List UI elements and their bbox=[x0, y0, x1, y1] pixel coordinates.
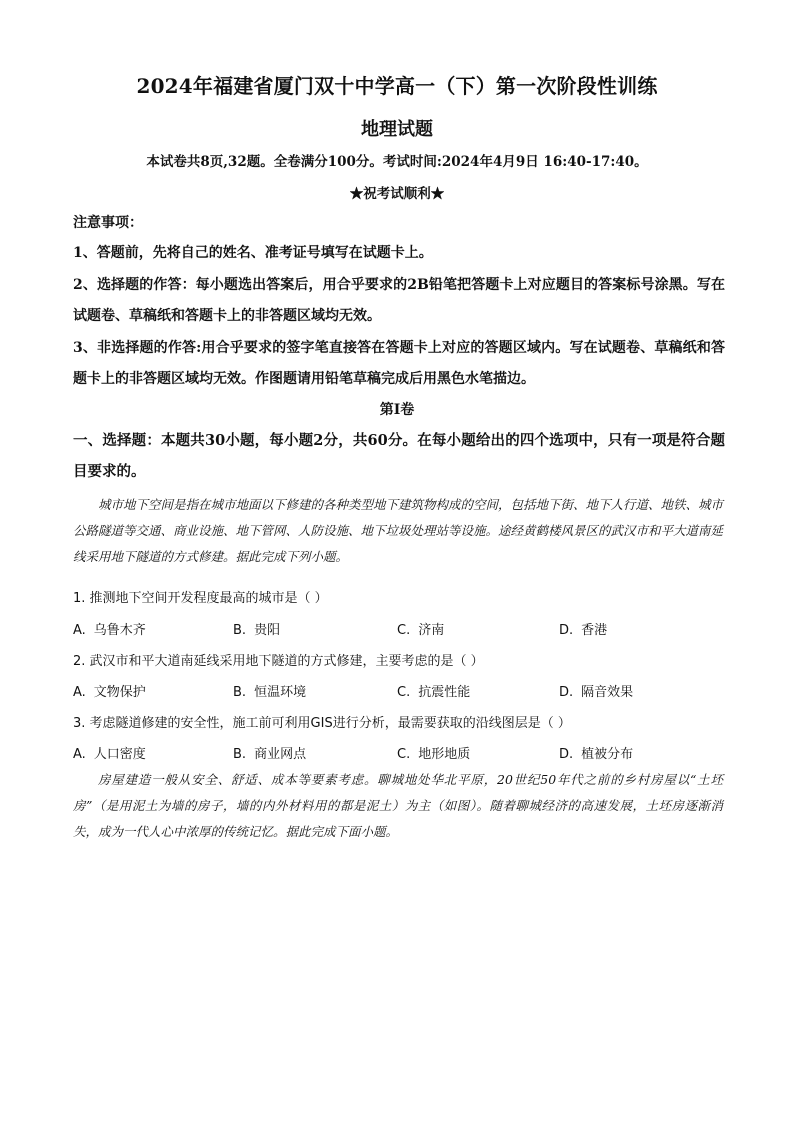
option-letter: C. bbox=[397, 623, 411, 638]
good-luck-line: ★祝考试顺利★ bbox=[349, 186, 445, 202]
note-item: 3、非选择题的作答:用合乎要求的签字笔直接答在答题卡上对应的答题区域内。写在试题卷、草稿纸和答题卡上的非答题区域均无效。作图题请用铅笔草稿完成后用黑色水笔描边。 bbox=[73, 340, 725, 387]
option-b[interactable] bbox=[233, 743, 306, 762]
option-letter: B. bbox=[233, 685, 247, 700]
option-text: 抗震性能 bbox=[418, 685, 471, 700]
option-text: 植被分布 bbox=[581, 747, 634, 762]
option-letter: A. bbox=[73, 747, 86, 762]
option-letter: C. bbox=[397, 747, 411, 762]
option-row bbox=[73, 743, 673, 763]
option-text: 贵阳 bbox=[254, 623, 281, 638]
option-d[interactable] bbox=[559, 619, 607, 638]
reading-passage: 房屋建造一般从安全、舒适、成本等要素考虑。聊城地处华北平原，20世纪50年代之前的乡村房屋以“土坯房”（是用泥土为墙的房子，墙的内外材料用的都是泥土）为主（如图）。随着聊城经济的高速发展，土坯房逐渐消失，成为一代人心中浓厚的传统记忆。据此完成下面小题。 bbox=[73, 772, 723, 839]
option-text: 香港 bbox=[581, 623, 608, 638]
question-stem: 1. 推测地下空间开发程度最高的城市是（ ） bbox=[73, 591, 328, 606]
option-d[interactable] bbox=[559, 743, 633, 762]
option-b[interactable] bbox=[233, 619, 280, 638]
option-text: 商业网点 bbox=[254, 747, 307, 762]
section-heading: 一、选择题：本题共30小题，每小题2分，共60分。在每小题给出的四个选项中，只有一项是符合题目要求的。 bbox=[73, 432, 725, 480]
option-c[interactable] bbox=[397, 619, 444, 638]
option-b[interactable] bbox=[233, 681, 306, 700]
option-text: 济南 bbox=[418, 623, 445, 638]
note-item: 2、选择题的作答：每小题选出答案后，用合乎要求的2B铅笔把答题卡上对应题目的答案标号涂黑。写在试题卷、草稿纸和答题卡上的非答题区域均无效。 bbox=[73, 277, 725, 324]
question-stem: 2. 武汉市和平大道南延线采用地下隧道的方式修建，主要考虑的是（ ） bbox=[73, 654, 484, 669]
option-letter: D. bbox=[559, 685, 574, 700]
option-a[interactable] bbox=[73, 743, 146, 762]
option-c[interactable] bbox=[397, 681, 470, 700]
exam-info: 本试卷共8页,32题。全卷满分100分。考试时间:2024年4月9日 16:40-17:40。 bbox=[146, 154, 648, 170]
volume-label: 第Ⅰ卷 bbox=[379, 402, 415, 418]
question-stem: 3. 考虑隧道修建的安全性，施工前可利用GIS进行分析，最需要获取的沿线图层是（ ） bbox=[73, 716, 571, 731]
option-letter: D. bbox=[559, 747, 574, 762]
notes-heading: 注意事项： bbox=[73, 215, 143, 231]
option-letter: A. bbox=[73, 623, 86, 638]
option-letter: C. bbox=[397, 685, 411, 700]
option-letter: A. bbox=[73, 685, 86, 700]
option-text: 恒温环境 bbox=[254, 685, 307, 700]
note-item: 1、答题前，先将自己的姓名、准考证号填写在试题卡上。 bbox=[73, 245, 433, 261]
option-text: 地形地质 bbox=[418, 747, 471, 762]
option-text: 乌鲁木齐 bbox=[93, 623, 146, 638]
option-row bbox=[73, 619, 673, 639]
option-d[interactable] bbox=[559, 681, 633, 700]
option-row bbox=[73, 681, 673, 701]
subject-title: 地理试题 bbox=[361, 119, 433, 140]
option-letter: B. bbox=[233, 623, 247, 638]
option-text: 人口密度 bbox=[93, 747, 146, 762]
option-a[interactable] bbox=[73, 619, 146, 638]
option-letter: B. bbox=[233, 747, 247, 762]
option-letter: D. bbox=[559, 623, 574, 638]
option-c[interactable] bbox=[397, 743, 470, 762]
page-title: 2024年福建省厦门双十中学高一（下）第一次阶段性训练 bbox=[136, 74, 658, 98]
option-text: 隔音效果 bbox=[581, 685, 634, 700]
option-a[interactable] bbox=[73, 681, 146, 700]
reading-passage: 城市地下空间是指在城市地面以下修建的各种类型地下建筑物构成的空间，包括地下街、地下人行道、地铁、城市公路隧道等交通、商业设施、地下管网、人防设施、地下垃圾处理站等设施。途经黄鹤楼风景区的武汉市和平大道南延线采用地下隧道的方式修建。据此完成下列小题。 bbox=[73, 497, 724, 564]
option-text: 文物保护 bbox=[93, 685, 146, 700]
